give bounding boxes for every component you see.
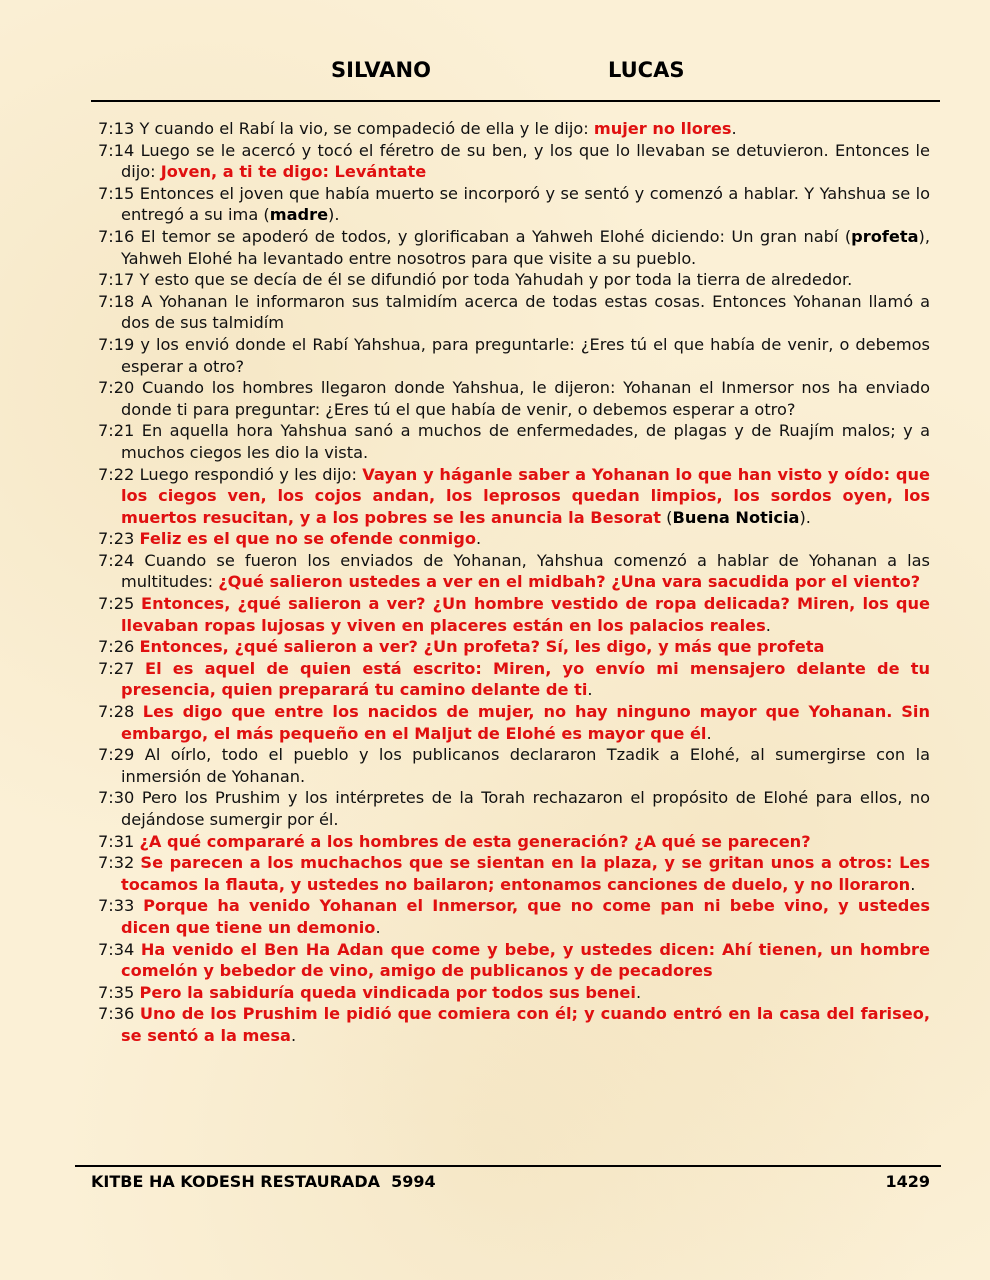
verse-text: .	[731, 119, 737, 138]
verse	[98, 269, 930, 291]
verse	[98, 464, 930, 529]
verse	[98, 377, 930, 420]
verse-text: 7:28	[98, 702, 143, 722]
verse	[98, 334, 930, 377]
verse-text: 7:35	[98, 982, 140, 1002]
verse-text: 7:31	[98, 831, 140, 851]
verse	[98, 291, 930, 334]
verse-text: 7:18 A Yohanan le informaron sus talmidím acerca de todas estas cosas. Entonces Yohanan llamó a dos de sus talmidím	[98, 291, 930, 333]
page-header	[0, 58, 990, 92]
verse-text: ), Yahweh Elohé ha levantado entre nosotros para que visite a su pueblo.	[121, 226, 930, 268]
header-author: SILVANO	[331, 58, 431, 82]
verse	[98, 787, 930, 830]
verse-text: 7:25	[98, 594, 142, 614]
verse-text: .	[706, 723, 712, 743]
verse-text: 7:23	[98, 529, 140, 549]
verse-text: .	[475, 529, 482, 549]
verse-text: 7:32	[98, 853, 141, 873]
verse-text: 7:30 Pero los Prushim y los intérpretes de la Torah rechazaron el propósito de Elohé para ellos, no dejándose sumergir por él.	[98, 788, 930, 829]
verse-text: (	[661, 507, 673, 527]
verse	[98, 852, 930, 895]
verse-quote: ¿A qué compararé a los hombres de esta generación? ¿A qué se parecen?	[139, 831, 811, 851]
verse-gloss: Buena Noticia	[672, 507, 800, 527]
verse-text: .	[290, 1025, 297, 1045]
verse-text: .	[635, 982, 642, 1002]
verse-quote: Vayan y háganle saber a Yohanan lo que han visto y oído: que los ciegos ven, los cojos andan, los leprosos quedan limpios, los sordos oyen, los muertos resucitan, y a los pobres se les anuncia la Besorat	[121, 464, 930, 527]
verse	[98, 118, 930, 140]
verse-text: 7:14 Luego se le acercó y tocó el féretro de su ben, y los que lo llevaban se detuvieron. Entonces le dijo:	[98, 140, 930, 182]
verse	[98, 982, 930, 1004]
verse-text: 7:20 Cuando los hombres llegaron donde Yahshua, le dijeron: Yohanan el Inmersor nos ha enviado donde ti para preguntar: ¿Eres tú el que había de venir, o debemos esperar a otro?	[98, 378, 930, 419]
verse-text: ).	[799, 507, 811, 527]
footer-divider	[75, 1165, 941, 1167]
verse-text: ).	[328, 205, 340, 225]
verse	[98, 183, 930, 226]
verse-quote: ¿Qué salieron ustedes a ver en el midbah? ¿Una vara sacudida por el viento?	[218, 572, 921, 592]
verse-quote: Pero la sabiduría queda vindicada por todos sus benei	[139, 982, 636, 1002]
verse-text: 7:13 Y cuando el Rabí la vio, se compadeció de ella y le dijo:	[98, 119, 594, 138]
verse-text: 7:19 y los envió donde el Rabí Yahshua, para preguntarle: ¿Eres tú el que había de venir, o debemos esperar a otro?	[98, 334, 930, 376]
page-number: 1429	[885, 1172, 930, 1191]
verse	[98, 593, 930, 636]
verse-quote: Ha venido el Ben Ha Adan que come y bebe, y ustedes dicen: Ahí tienen, un hombre comelón y bebedor de vino, amigo de publicanos y de pecadores	[121, 939, 930, 981]
verse-text: 7:16 El temor se apoderó de todos, y glorificaban a Yahweh Elohé diciendo: Un gran nabí (	[98, 226, 852, 246]
footer-title: KITBE HA KODESH RESTAURADA 5994	[91, 1172, 436, 1191]
verse-quote: mujer no llores	[593, 119, 732, 138]
verse-text: 7:15 Entonces el joven que había muerto se incorporó y se sentó y comenzó a hablar. Y Yahshua se lo entregó a su ima (	[98, 183, 930, 225]
verse	[98, 658, 930, 701]
verse-gloss: profeta	[851, 226, 919, 246]
verse-quote: Joven, a ti te digo: Levántate	[160, 162, 427, 182]
verse-gloss: madre	[269, 205, 329, 225]
verse-text: 7:33	[98, 896, 144, 916]
verse-text: 7:17 Y esto que se decía de él se difundió por toda Yahudah y por toda la tierra de alrededor.	[98, 270, 853, 290]
verse-quote: El es aquel de quien está escrito: Miren, yo envío mi mensajero delante de tu presencia, quien preparará tu camino delante de ti	[121, 658, 930, 700]
verse-quote: Porque ha venido Yohanan el Inmersor, que no come pan ni bebe vino, y ustedes dicen que tiene un demonio	[121, 896, 931, 937]
verse-text: 7:34	[98, 939, 141, 959]
verse	[98, 701, 930, 744]
verse-text: 7:22 Luego respondió y les dijo:	[98, 464, 363, 484]
verse-text: 7:29 Al oírlo, todo el pueblo y los publicanos declararon Tzadik a Elohé, al sumergirse con la inmersión de Yohanan.	[98, 745, 930, 786]
verse	[98, 939, 930, 982]
verse-quote: Feliz es el que no se ofende conmigo	[139, 529, 476, 549]
verse-quote: Les digo que entre los nacidos de mujer, no hay ninguno mayor que Yohanan. Sin embargo, el más pequeño en el Maljut de Elohé es mayor que él	[121, 702, 931, 743]
verse-text: 7:36	[98, 1004, 140, 1024]
header-divider	[91, 100, 940, 102]
verse	[98, 895, 930, 938]
verse-text: 7:27	[98, 658, 146, 678]
verse-quote: Entonces, ¿qué salieron a ver? ¿Un profeta? Sí, les digo, y más que profeta	[139, 637, 825, 657]
verse	[98, 528, 930, 550]
verse	[98, 636, 930, 658]
verse-text: .	[375, 917, 381, 937]
verse-quote: Se parecen a los muchachos que se sientan en la plaza, y se gritan unos a otros: Les tocamos la flauta, y ustedes no bailaron; entonamos canciones de duelo, y no lloraron	[121, 853, 930, 894]
verse	[98, 420, 930, 463]
verse-text: 7:26	[98, 637, 140, 657]
verse	[98, 831, 930, 853]
verse-quote: Uno de los Prushim le pidió que comiera con él; y cuando entró en la casa del fariseo, se sentó a la mesa	[121, 1004, 930, 1045]
verse	[98, 226, 930, 269]
verse	[98, 744, 930, 787]
verse-text: .	[765, 615, 771, 635]
verse-text: .	[587, 680, 593, 700]
verse	[98, 550, 930, 593]
header-book: LUCAS	[608, 58, 685, 82]
verse-text: 7:24 Cuando se fueron los enviados de Yohanan, Yahshua comenzó a hablar de Yohanan a las multitudes:	[98, 550, 930, 592]
verse	[98, 1003, 930, 1046]
verse-quote: Entonces, ¿qué salieron a ver? ¿Un hombre vestido de ropa delicada? Miren, los que llevaban ropas lujosas y viven en placeres están en los palacios reales	[121, 594, 931, 635]
verse-text: 7:21 En aquella hora Yahshua sanó a muchos de enfermedades, de plagas y de Ruajím malos; y a muchos ciegos les dio la vista.	[98, 421, 930, 462]
verse-list	[98, 118, 930, 1047]
verse-text: .	[910, 874, 916, 894]
verse	[98, 140, 930, 183]
